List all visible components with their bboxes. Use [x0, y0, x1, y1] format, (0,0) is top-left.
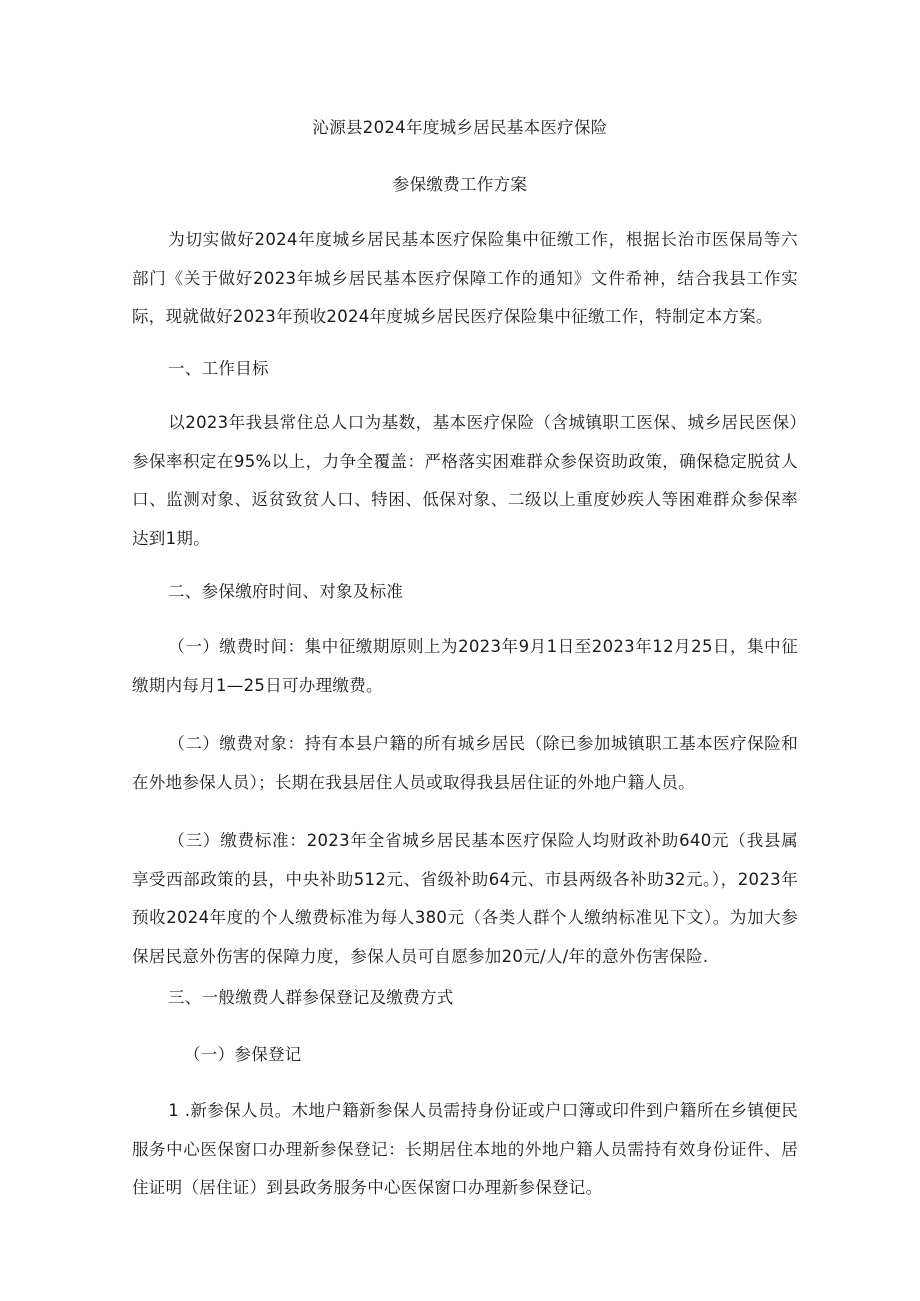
intro-paragraph: 为切实做好2024年度城乡居民基本医疗保险集中征缴工作，根据长治市医保局等六部门《关于做好2023年城乡居民基本医疗保障工作的通知》文件希神，结合我县工作实际，现就做好2023年预收2024年度城乡居民医疗保险集中征缴工作，特制定本方案。: [132, 230, 798, 326]
section3-item1: 1 .新参保人员。木地户籍新参保人员需持身份证或户口簿或印件到户籍所在乡镇便民服务中心医保窗口办理新参保登记：长期居住本地的外地户籍人员需持有效身份证件、居住证明（居住证）到县政务服务中心医保窗口办理新参保登记。: [132, 1101, 798, 1197]
section2-item3: （三）缴费标准：2023年全省城乡居民基本医疗保险人均财政补助640元（我县属享受西部政策的县，中央补助512元、省级补助64元、市县两级各补助32元。），2023年预收2024年度的个人缴费标准为每人380元（各类人群个人缴纳标准见下文）。为加大参保居民意外伤害的保障力度，参保人员可自愿参加20元/人/年的意外伤害保险.: [132, 831, 798, 966]
document-title-line1: 沁源县2024年度城乡居民基本医疗保险: [312, 118, 608, 137]
section1-heading: 一、工作目标: [168, 359, 269, 378]
section1-body: 以2023年我县常住总人口为基数，基本医疗保险（含城镇职工医保、城乡居民医保）参保率积定在95%以上，力争全覆盖：严格落实困难群众参保资助政策，确保稳定脱贫人口、监测对象、返贫致贫人口、特困、低保对象、二级以上重度妙疾人等困难群众参保率达到1期。: [132, 413, 798, 548]
section3-heading: 三、一般缴费人群参保登记及缴费方式: [168, 988, 454, 1007]
section3-subheading: （一）参保登记: [184, 1045, 302, 1064]
document-title-line2: 参保缴费工作方案: [392, 175, 528, 194]
section2-heading: 二、参保缴府时间、对象及标准: [168, 582, 404, 601]
section2-item1: （一）缴费时间：集中征缴期原则上为2023年9月1日至2023年12月25日，集中征缴期内每月1—25日可办理缴费。: [132, 637, 798, 695]
section2-item2: （二）缴费对象：持有本县户籍的所有城乡居民（除已参加城镇职工基本医疗保险和在外地参保人员）；长期在我县居住人员或取得我县居住证的外地户籍人员。: [132, 734, 798, 792]
